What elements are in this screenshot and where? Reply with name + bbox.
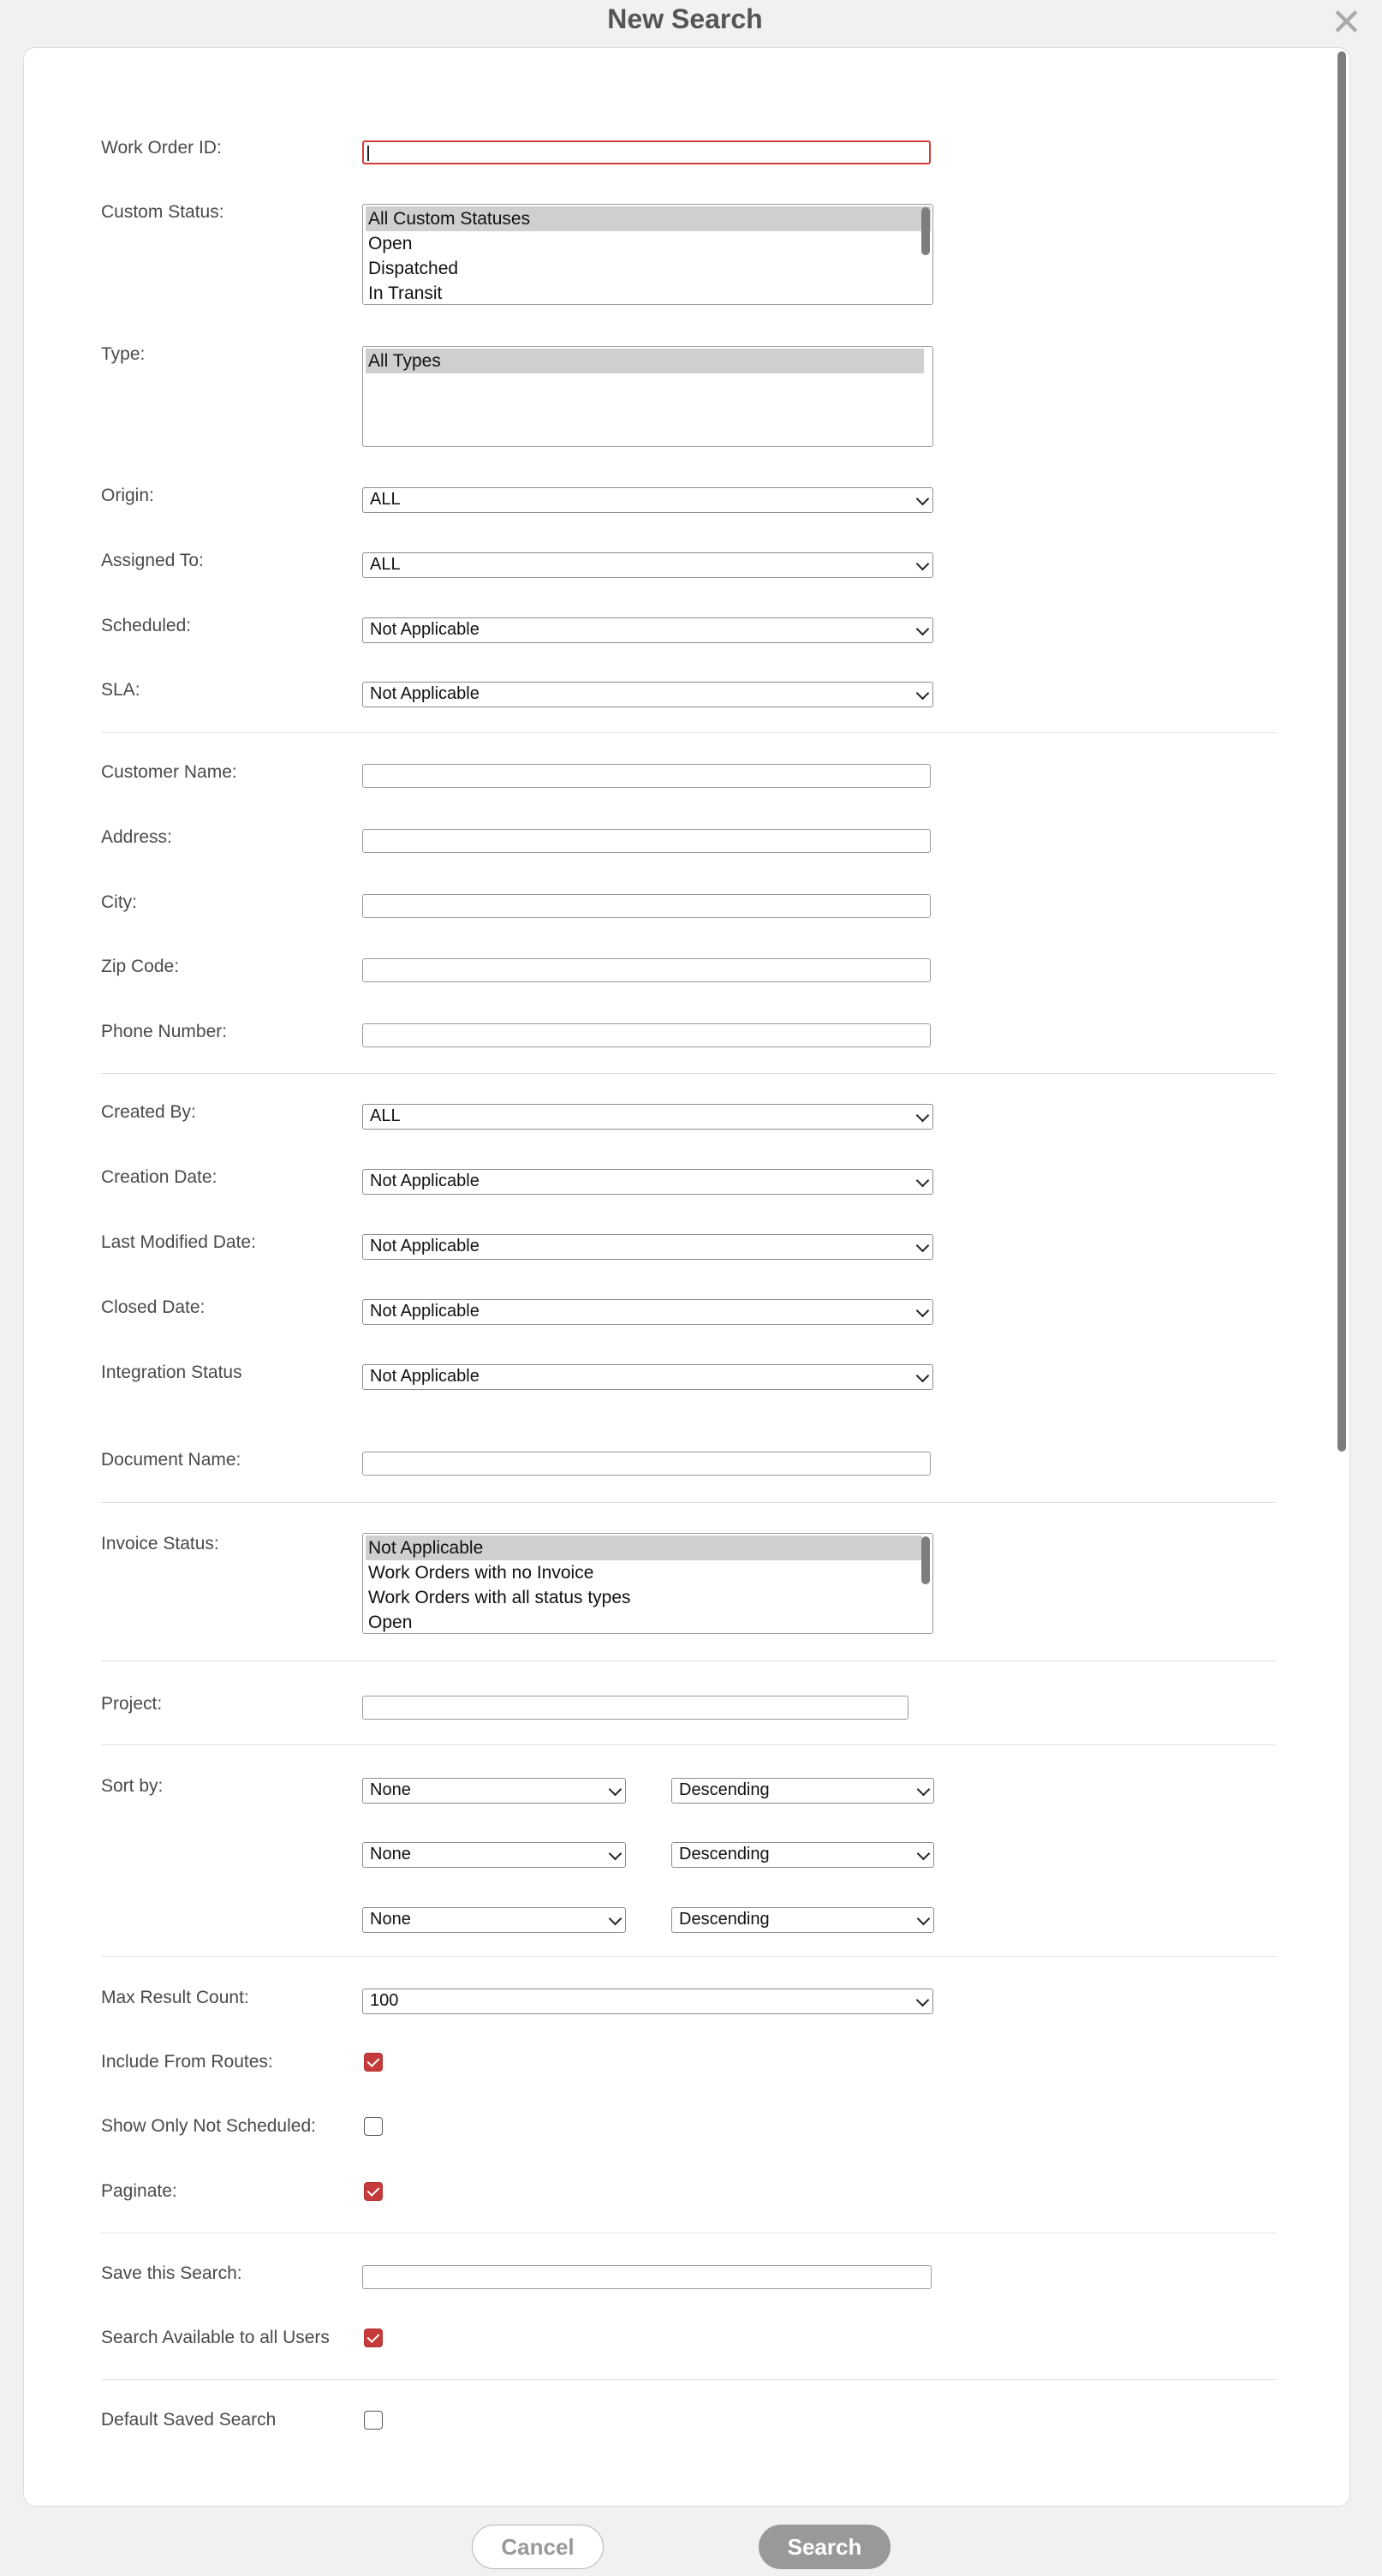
- address-input[interactable]: [362, 829, 931, 853]
- section-divider: [101, 1744, 1276, 1745]
- chevron-down-icon: [609, 1847, 622, 1861]
- sla-select[interactable]: [362, 682, 933, 707]
- customer-name-label: Customer Name:: [101, 762, 237, 782]
- select-value: ALL: [370, 490, 401, 509]
- document-name-label: Document Name:: [101, 1450, 241, 1470]
- select-value: None: [370, 1910, 411, 1929]
- sort-field-select[interactable]: [362, 1907, 626, 1933]
- scheduled-label: Scheduled:: [101, 616, 192, 635]
- listbox-option[interactable]: In Transit: [368, 283, 443, 303]
- phone-number-label: Phone Number:: [101, 1022, 228, 1041]
- chevron-down-icon: [609, 1783, 622, 1797]
- invoice-status-label: Invoice Status:: [101, 1534, 219, 1553]
- chevron-down-icon: [916, 687, 930, 701]
- select-value: Not Applicable: [370, 1302, 480, 1321]
- sort-order-select[interactable]: [671, 1907, 934, 1933]
- assigned-to-select[interactable]: [362, 552, 933, 578]
- show-only-not-scheduled-label: Show Only Not Scheduled:: [101, 2116, 316, 2136]
- last-modified-date-label: Last Modified Date:: [101, 1232, 256, 1252]
- chevron-down-icon: [916, 492, 930, 506]
- created-by-select[interactable]: [362, 1104, 933, 1130]
- sla-label: SLA:: [101, 680, 140, 700]
- custom-status-listbox[interactable]: [362, 204, 933, 305]
- project-label: Project:: [101, 1694, 163, 1714]
- include-from-routes-label: Include From Routes:: [101, 2052, 273, 2072]
- default-saved-search-label: Default Saved Search: [101, 2410, 277, 2430]
- creation-date-label: Creation Date:: [101, 1167, 217, 1187]
- project-input[interactable]: [362, 1696, 908, 1720]
- section-divider: [101, 1502, 1276, 1503]
- sort-field-select[interactable]: [362, 1842, 626, 1868]
- listbox-option[interactable]: All Custom Statuses: [366, 206, 931, 231]
- section-divider: [101, 1073, 1276, 1074]
- type-listbox[interactable]: [362, 346, 933, 447]
- show-only-not-scheduled-checkbox[interactable]: [364, 2117, 383, 2136]
- sort-order-select[interactable]: [671, 1778, 934, 1804]
- address-label: Address:: [101, 827, 172, 847]
- listbox-scrollbar[interactable]: [921, 207, 930, 255]
- cancel-button[interactable]: Cancel: [472, 2525, 604, 2569]
- work-order-id-label: Work Order ID:: [101, 138, 222, 158]
- select-value: Descending: [679, 1910, 770, 1929]
- select-value: 100: [370, 1991, 399, 2010]
- origin-label: Origin:: [101, 486, 154, 505]
- chevron-down-icon: [916, 558, 930, 571]
- listbox-option[interactable]: Open: [368, 234, 413, 253]
- closed-date-label: Closed Date:: [101, 1297, 206, 1317]
- search-available-all-users-label: Search Available to all Users: [101, 2328, 330, 2347]
- search-button[interactable]: Search: [759, 2525, 891, 2569]
- max-result-count-label: Max Result Count:: [101, 1988, 249, 2007]
- close-icon[interactable]: ✕: [1331, 2, 1362, 44]
- chevron-down-icon: [916, 1109, 930, 1123]
- chevron-down-icon: [917, 1847, 931, 1861]
- chevron-down-icon: [917, 1783, 931, 1797]
- paginate-checkbox[interactable]: [364, 2182, 383, 2201]
- select-value: Descending: [679, 1780, 770, 1799]
- chevron-down-icon: [916, 1239, 930, 1253]
- listbox-option[interactable]: Work Orders with no Invoice: [368, 1563, 594, 1583]
- text-caret: [367, 146, 369, 161]
- zip-code-input[interactable]: [362, 958, 931, 982]
- sort-field-select[interactable]: [362, 1778, 626, 1804]
- select-value: Not Applicable: [370, 1237, 480, 1255]
- created-by-label: Created By:: [101, 1102, 196, 1122]
- integration-status-label: Integration Status: [101, 1363, 242, 1382]
- select-value: Not Applicable: [370, 620, 480, 639]
- assigned-to-label: Assigned To:: [101, 551, 204, 570]
- type-label: Type:: [101, 344, 146, 364]
- chevron-down-icon: [917, 1912, 931, 1926]
- listbox-scrollbar[interactable]: [921, 1536, 930, 1584]
- document-name-input[interactable]: [362, 1452, 931, 1476]
- section-divider: [101, 732, 1276, 733]
- listbox-option[interactable]: Dispatched: [368, 259, 459, 278]
- listbox-option[interactable]: All Types: [366, 349, 924, 373]
- select-value: Not Applicable: [370, 684, 480, 703]
- custom-status-label: Custom Status:: [101, 202, 224, 222]
- select-value: Not Applicable: [370, 1172, 480, 1190]
- select-value: None: [370, 1845, 411, 1863]
- origin-select[interactable]: [362, 487, 933, 513]
- dialog-title: New Search: [607, 3, 763, 34]
- listbox-option[interactable]: Work Orders with all status types: [368, 1588, 631, 1607]
- closed-date-select[interactable]: [362, 1299, 933, 1325]
- save-this-search-input[interactable]: [362, 2265, 932, 2289]
- select-value: ALL: [370, 1106, 401, 1125]
- paginate-label: Paginate:: [101, 2181, 177, 2201]
- select-value: Not Applicable: [370, 1367, 480, 1386]
- scheduled-select[interactable]: [362, 617, 933, 643]
- chevron-down-icon: [916, 1174, 930, 1188]
- chevron-down-icon: [916, 623, 930, 636]
- work-order-id-input[interactable]: [362, 140, 931, 164]
- listbox-option[interactable]: Not Applicable: [366, 1535, 922, 1560]
- customer-name-input[interactable]: [362, 764, 931, 788]
- phone-number-input[interactable]: [362, 1023, 931, 1047]
- select-value: None: [370, 1780, 411, 1799]
- select-value: Descending: [679, 1845, 770, 1863]
- city-input[interactable]: [362, 894, 931, 918]
- chevron-down-icon: [916, 1369, 930, 1383]
- zip-code-label: Zip Code:: [101, 957, 180, 976]
- chevron-down-icon: [916, 1994, 930, 2007]
- default-saved-search-checkbox[interactable]: [364, 2411, 383, 2430]
- invoice-status-listbox[interactable]: [362, 1533, 933, 1634]
- section-divider: [101, 2379, 1276, 2380]
- section-divider: [101, 1956, 1276, 1957]
- search-available-all-users-checkbox[interactable]: [364, 2329, 383, 2347]
- panel-scrollbar[interactable]: [1337, 51, 1346, 1452]
- sort-order-select[interactable]: [671, 1842, 934, 1868]
- include-from-routes-checkbox[interactable]: [364, 2053, 383, 2072]
- max-result-count-select[interactable]: [362, 1989, 933, 2014]
- sort-by-label: Sort by:: [101, 1776, 164, 1796]
- chevron-down-icon: [916, 1304, 930, 1318]
- last-modified-date-select[interactable]: [362, 1234, 933, 1260]
- city-label: City:: [101, 892, 137, 912]
- chevron-down-icon: [609, 1912, 622, 1926]
- integration-status-select[interactable]: [362, 1364, 933, 1390]
- listbox-option[interactable]: Open: [368, 1613, 413, 1632]
- creation-date-select[interactable]: [362, 1169, 933, 1195]
- save-this-search-label: Save this Search:: [101, 2263, 242, 2283]
- select-value: ALL: [370, 555, 401, 574]
